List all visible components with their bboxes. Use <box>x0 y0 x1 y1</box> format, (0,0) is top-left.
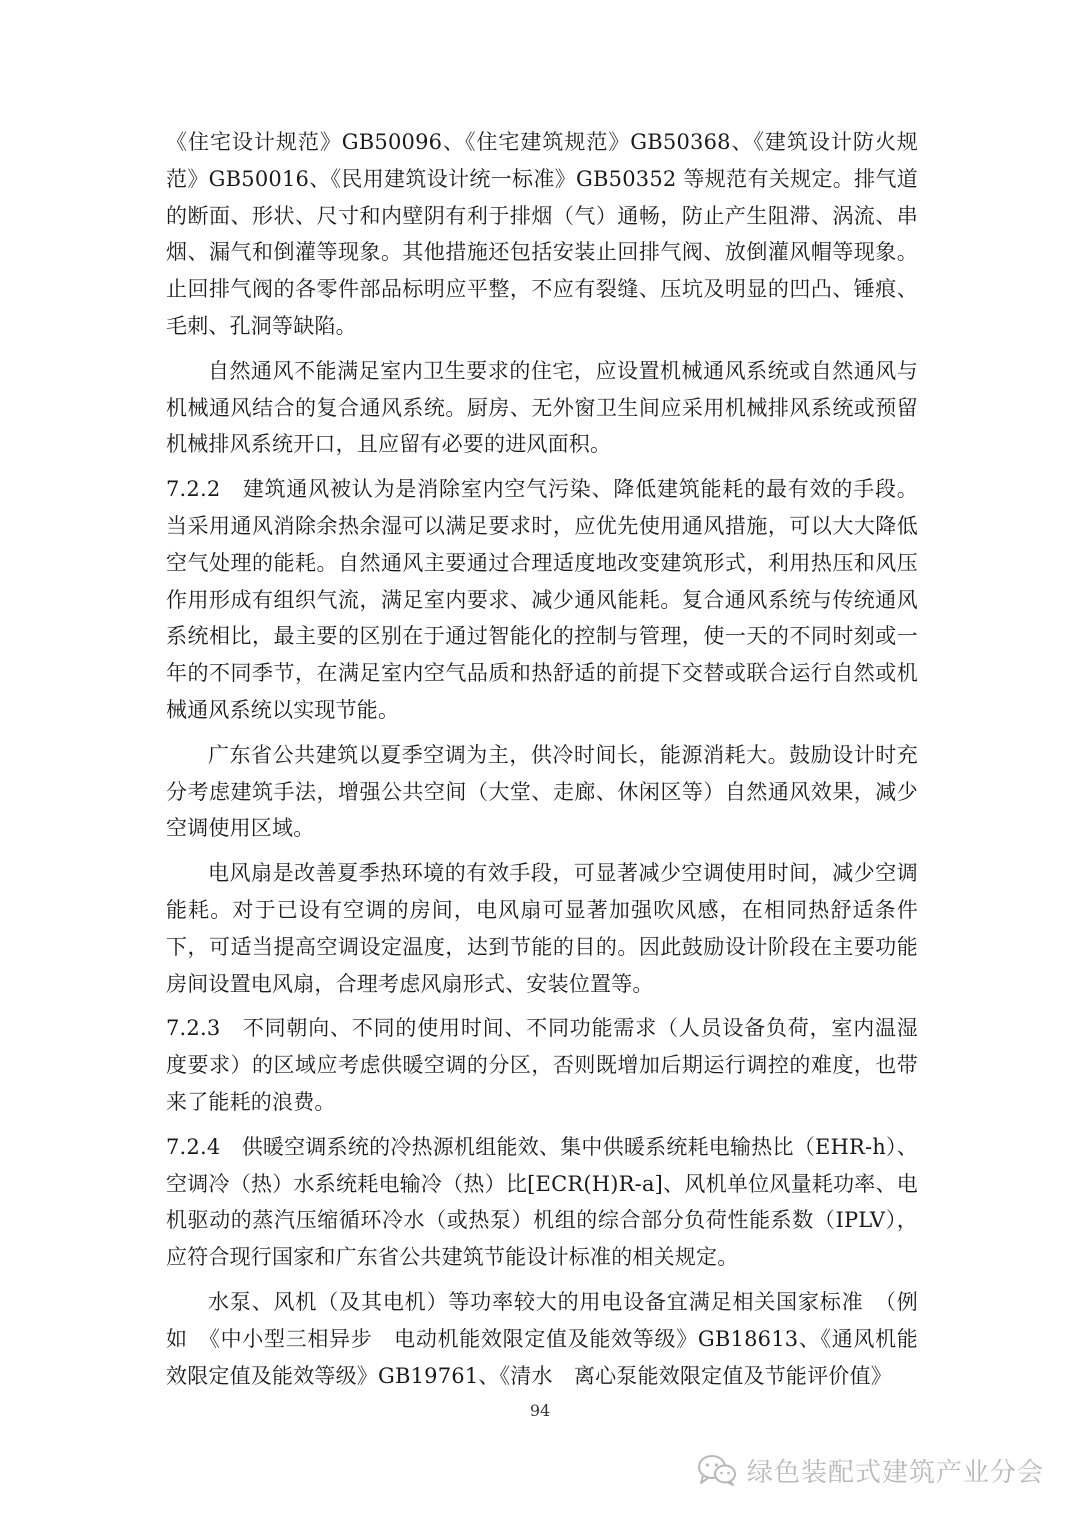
body-text <box>166 124 918 1402</box>
paragraph-guangdong-public-buildings: 广东省公共建筑以夏季空调为主，供冷时间长，能源消耗大。鼓励设计时充分考虑建筑手法，增强公共空间（大堂、走廊、休闲区等）自然通风效果，减少空调使用区域。 <box>166 742 918 841</box>
watermark-text: 绿色装配式建筑产业分会 <box>746 1457 1044 1488</box>
paragraph-pumps-fans: 水泵、风机（及其电机）等功率较大的用电设备宜满足相关国家标准 （例如 《中小型三相异步 电动机能效限定值及能效等级》GB18613、《通风机能效限定值及能效等级》GB19761、《清水 离心泵能效限定值及节能评价值》 <box>166 1289 918 1388</box>
paragraph-7-2-4: 7.2.4 供暖空调系统的冷热源机组能效、集中供暖系统耗电输热比（EHR-h）、空调冷（热）水系统耗电输冷（热）比[ECR(H)R-a]、风机单位风量耗功率、电机驱动的蒸汽压缩循环冷水（或热泵）机组的综合部分负荷性能系数（IPLV），应符合现行国家和广东省公共建筑节能设计标准的相关规定。 <box>166 1134 918 1270</box>
paragraph-code-references: 《住宅设计规范》GB50096、《住宅建筑规范》GB50368、《建筑设计防火规范》GB50016、《民用建筑设计统一标准》GB50352 等规范有关规定。排气道的断面、形状、尺寸和内壁阴有利于排烟（气）通畅，防止产生阻滞、涡流、串烟、漏气和倒灌等现象。其他措施还包括安装止回排气阀、放倒灌风帽等现象。止回排气阀的各零件部品标明应平整，不应有裂缝、压坑及明显的凹凸、锤痕、毛刺、孔洞等缺陷。 <box>166 130 918 338</box>
watermark <box>697 1448 1044 1492</box>
paragraph-7-2-3: 7.2.3 不同朝向、不同的使用时间、不同功能需求（人员设备负荷，室内温湿度要求）的区域应考虑供暖空调的分区，否则既增加后期运行调控的难度，也带来了能耗的浪费。 <box>166 1016 918 1114</box>
wechat-icon <box>697 1453 737 1487</box>
page-number: 94 <box>529 1401 551 1420</box>
paragraph-7-2-2: 7.2.2 建筑通风被认为是消除室内空气污染、降低建筑能耗的最有效的手段。当采用通风消除余热余湿可以满足要求时，应优先使用通风措施，可以大大降低空气处理的能耗。自然通风主要通过合理适度地改变建筑形式，利用热压和风压作用形成有组织气流，满足室内要求、减少通风能耗。复合通风系统与传统通风系统相比，最主要的区别在于通过智能化的控制与管理，使一天的不同时刻或一年的不同季节，在满足室内空气品质和热舒适的前提下交替或联合运行自然或机械通风系统以实现节能。 <box>166 477 918 722</box>
paragraph-natural-ventilation: 自然通风不能满足室内卫生要求的住宅，应设置机械通风系统或自然通风与机械通风结合的复合通风系统。厨房、无外窗卫生间应采用机械排风系统或预留机械排风系统开口，且应留有必要的进风面积。 <box>166 358 918 457</box>
paragraph-electric-fan: 电风扇是改善夏季热环境的有效手段，可显著减少空调使用时间，减少空调能耗。对于已设有空调的房间，电风扇可显著加强吹风感，在相同热舒适条件下，可适当提高空调设定温度，达到节能的目的。因此鼓励设计阶段在主要功能房间设置电风扇，合理考虑风扇形式、安装位置等。 <box>166 861 918 996</box>
